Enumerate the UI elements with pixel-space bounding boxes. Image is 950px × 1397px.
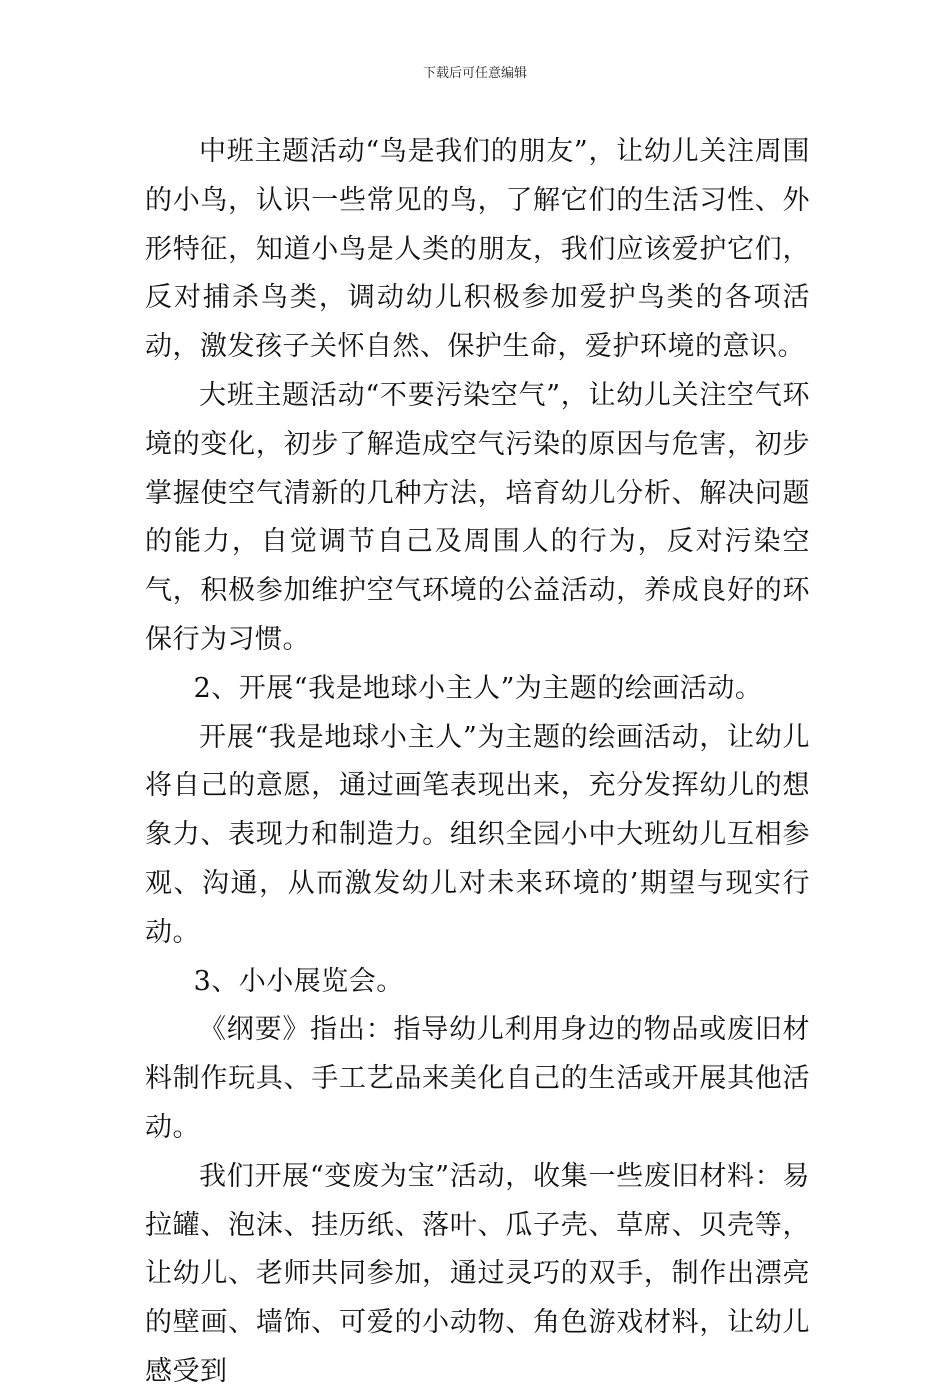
section-heading-painting-activity: 2、开展“我是地球小主人”为主题的绘画活动。 (193, 672, 763, 704)
page-header-note: 下载后可任意编辑 (422, 66, 527, 81)
document-body (145, 128, 810, 1397)
paragraph-painting-activity: 开展“我是地球小主人”为主题的绘画活动，让幼儿将自己的意愿，通过画笔表现出来，充分发挥幼儿的想象力、表现力和制造力。组织全园小中大班幼儿互相参观、沟通，从而激发幼儿对未来环境的’期望与现实行动。 (145, 721, 810, 948)
paragraph-outline-quote: 《纲要》指出：指导幼儿利用身边的物品或废旧材料制作玩具、手工艺品来美化自己的生活或开展其他活动。 (145, 1014, 810, 1143)
section-heading-exhibition: 3、小小展览会。 (193, 965, 404, 997)
paragraph-senior-class-air: 大班主题活动“不要污染空气”，让幼儿关注空气环境的变化，初步了解造成空气污染的原因与危害，初步掌握使空气清新的几种方法，培育幼儿分析、解决问题的能力，自觉调节自己及周围人的行为，反对污染空气，积极参加维护空气环境的公益活动，养成良好的环保行为习惯。 (145, 379, 810, 655)
paragraph-waste-to-treasure: 我们开展“变废为宝”活动，收集一些废旧材料：易拉罐、泡沫、挂历纸、落叶、瓜子壳、草席、贝壳等，让幼儿、老师共同参加，通过灵巧的双手，制作出漂亮的壁画、墙饰、可爱的小动物、角色游戏材料，让幼儿感受到 (145, 1160, 810, 1387)
paragraph-middle-class-birds: 中班主题活动“鸟是我们的朋友”，让幼儿关注周围的小鸟，认识一些常见的鸟，了解它们的生活习性、外形特征，知道小鸟是人类的朋友，我们应该爱护它们，反对捕杀鸟类，调动幼儿积极参加爱护鸟类的各项活动，激发孩子关怀自然、保护生命，爱护环境的意识。 (145, 136, 810, 363)
